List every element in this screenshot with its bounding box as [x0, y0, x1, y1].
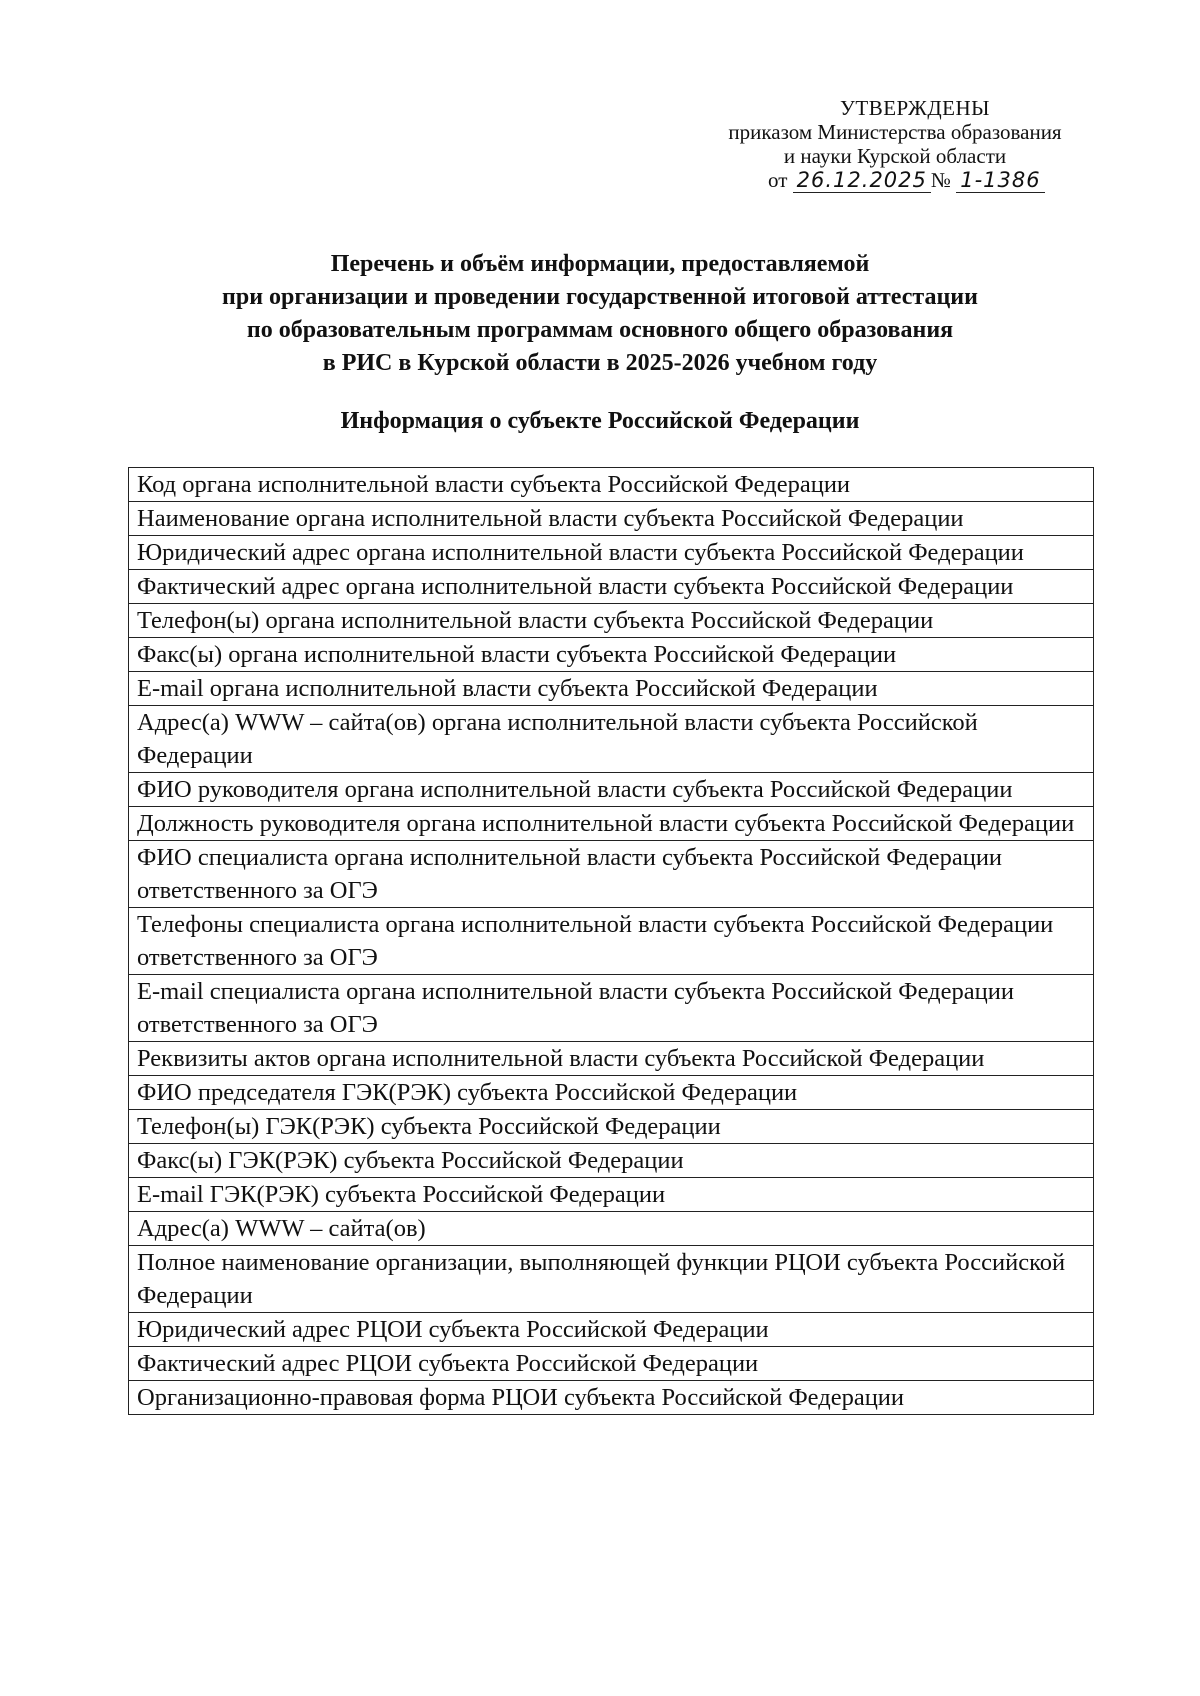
table-cell: Наименование органа исполнительной власти субъекта Российской Федерации — [129, 502, 1094, 536]
table-cell: Телефон(ы) ГЭК(РЭК) субъекта Российской Федерации — [129, 1110, 1094, 1144]
table-row — [129, 604, 1094, 638]
order-date-number — [680, 168, 1110, 193]
section-subtitle: Информация о субъекте Российской Федерации — [340, 408, 860, 434]
table-cell: Факс(ы) органа исполнительной власти субъекта Российской Федерации — [129, 638, 1094, 672]
approval-line-2: и науки Курской области — [783, 144, 1007, 168]
table-cell: Факс(ы) ГЭК(РЭК) субъекта Российской Федерации — [129, 1144, 1094, 1178]
table-row — [129, 706, 1094, 773]
table-row — [129, 672, 1094, 706]
handwritten-date: 26.12.2025 — [793, 168, 931, 193]
table-cell: E-mail органа исполнительной власти субъекта Российской Федерации — [129, 672, 1094, 706]
table-row — [129, 468, 1094, 502]
table-cell: Код органа исполнительной власти субъекта Российской Федерации — [129, 468, 1094, 502]
table-row — [129, 570, 1094, 604]
table-cell: Телефон(ы) органа исполнительной власти субъекта Российской Федерации — [129, 604, 1094, 638]
table-cell: Адрес(а) WWW – сайта(ов) органа исполнительной власти субъекта Российской Федерации — [129, 706, 1094, 773]
information-table-body — [129, 468, 1094, 1415]
title-line-2: при организации и проведении государственной итоговой аттестации — [222, 284, 978, 310]
table-row — [129, 908, 1094, 975]
document-title — [0, 248, 1200, 380]
approval-heading: УТВЕРЖДЕНЫ — [840, 96, 990, 120]
title-line-3: по образовательным программам основного общего образования — [246, 317, 954, 343]
table-cell: ФИО специалиста органа исполнительной власти субъекта Российской Федерации ответственного за ОГЭ — [129, 841, 1094, 908]
table-row — [129, 1144, 1094, 1178]
table-cell: Юридический адрес органа исполнительной власти субъекта Российской Федерации — [129, 536, 1094, 570]
table-row — [129, 807, 1094, 841]
table-row — [129, 638, 1094, 672]
table-row — [129, 502, 1094, 536]
table-cell: Фактический адрес РЦОИ субъекта Российской Федерации — [129, 1347, 1094, 1381]
table-cell: Реквизиты актов органа исполнительной власти субъекта Российской Федерации — [129, 1042, 1094, 1076]
table-cell: ФИО руководителя органа исполнительной власти субъекта Российской Федерации — [129, 773, 1094, 807]
table-row — [129, 773, 1094, 807]
title-line-1: Перечень и объём информации, предоставляемой — [330, 251, 870, 277]
table-cell: Организационно-правовая форма РЦОИ субъекта Российской Федерации — [129, 1381, 1094, 1415]
table-row — [129, 1246, 1094, 1313]
table-row — [129, 536, 1094, 570]
table-row — [129, 1076, 1094, 1110]
date-prefix: от — [768, 168, 788, 192]
table-cell: Телефоны специалиста органа исполнительной власти субъекта Российской Федерации ответственного за ОГЭ — [129, 908, 1094, 975]
table-row — [129, 1212, 1094, 1246]
table-cell: E-mail специалиста органа исполнительной власти субъекта Российской Федерации ответственного за ОГЭ — [129, 975, 1094, 1042]
information-table — [128, 467, 1094, 1415]
approval-line-1: приказом Министерства образования — [728, 120, 1062, 144]
number-prefix: № — [930, 168, 951, 192]
table-cell: Полное наименование организации, выполняющей функции РЦОИ субъекта Российской Федерации — [129, 1246, 1094, 1313]
handwritten-order-number: 1-1386 — [956, 168, 1044, 193]
approval-block — [680, 96, 1110, 193]
table-row — [129, 1178, 1094, 1212]
table-row — [129, 1313, 1094, 1347]
table-cell: E-mail ГЭК(РЭК) субъекта Российской Федерации — [129, 1178, 1094, 1212]
table-row — [129, 1347, 1094, 1381]
table-row — [129, 1381, 1094, 1415]
table-cell: Юридический адрес РЦОИ субъекта Российской Федерации — [129, 1313, 1094, 1347]
table-row — [129, 1110, 1094, 1144]
table-row — [129, 841, 1094, 908]
table-row — [129, 1042, 1094, 1076]
table-cell: Адрес(а) WWW – сайта(ов) — [129, 1212, 1094, 1246]
title-line-4: в РИС в Курской области в 2025-2026 учебном году — [322, 350, 878, 376]
table-cell: ФИО председателя ГЭК(РЭК) субъекта Российской Федерации — [129, 1076, 1094, 1110]
table-cell: Фактический адрес органа исполнительной власти субъекта Российской Федерации — [129, 570, 1094, 604]
table-cell: Должность руководителя органа исполнительной власти субъекта Российской Федерации — [129, 807, 1094, 841]
table-row — [129, 975, 1094, 1042]
